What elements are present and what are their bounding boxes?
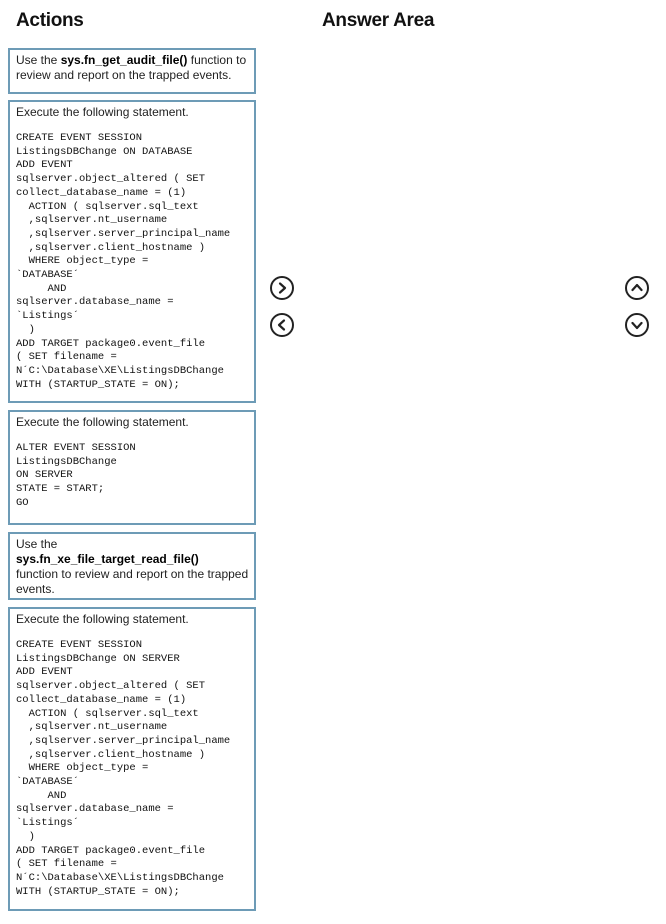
action-intro-text: Execute the following statement. bbox=[16, 415, 189, 429]
chevron-left-icon bbox=[275, 318, 289, 332]
code-block: CREATE EVENT SESSION ListingsDBChange ON DATABASE ADD EVENT sqlserver.object_altered ( SET collect_database_name = (1) ACTION ( sqlserver.sql_text ,sqlserver.nt_username ,sqlserver.server_principal_name ,sqlserver.client_hostname ) WHERE object_type = `DATABASE´ AND sqlserver.database_name = `Listings´ ) ADD TARGET package0.event_file ( SET filename = N´C:\Database\XE\ListingsDBChange WITH (STARTUP_STATE = ON); bbox=[16, 132, 231, 391]
action-intro-text: Use the bbox=[16, 53, 61, 67]
move-left-button[interactable] bbox=[270, 313, 294, 337]
answer-area-heading: Answer Area bbox=[322, 10, 435, 31]
chevron-right-icon bbox=[275, 281, 289, 295]
action-text bbox=[16, 53, 249, 83]
action-item-audit-file[interactable] bbox=[8, 48, 256, 94]
action-item-xe-read-file[interactable] bbox=[8, 532, 256, 600]
action-intro-text: function to review and report on the trapped events. bbox=[16, 53, 250, 82]
code-block: ALTER EVENT SESSION ListingsDBChange ON SERVER STATE = START; GO bbox=[16, 442, 136, 509]
action-text bbox=[16, 537, 249, 597]
move-up-button[interactable] bbox=[625, 276, 649, 300]
action-item-alter-session[interactable] bbox=[8, 410, 256, 525]
move-right-button[interactable] bbox=[270, 276, 294, 300]
move-down-button[interactable] bbox=[625, 313, 649, 337]
action-intro-text: function to review and report on the trapped events. bbox=[16, 567, 249, 596]
code-block: CREATE EVENT SESSION ListingsDBChange ON SERVER ADD EVENT sqlserver.object_altered ( SET collect_database_name = (1) ACTION ( sqlserver.sql_text ,sqlserver.nt_username ,sqlserver.server_principal_name ,sqlserver.client_hostname ) WHERE object_type = `DATABASE´ AND sqlserver.database_name = `Listings´ ) ADD TARGET package0.event_file ( SET filename = N´C:\Database\XE\ListingsDBChange WITH (STARTUP_STATE = ON); bbox=[16, 639, 231, 898]
function-name: sys.fn_get_audit_file() bbox=[60, 53, 188, 67]
chevron-down-icon bbox=[630, 318, 644, 332]
chevron-up-icon bbox=[630, 281, 644, 295]
function-name: sys.fn_xe_file_target_read_file() bbox=[16, 552, 199, 566]
action-item-create-session-server[interactable] bbox=[8, 607, 256, 911]
action-intro-text: Execute the following statement. bbox=[16, 105, 189, 119]
action-intro-text: Use the bbox=[16, 537, 58, 551]
action-item-create-session-database[interactable] bbox=[8, 100, 256, 403]
actions-heading: Actions bbox=[16, 10, 84, 31]
action-intro-text: Execute the following statement. bbox=[16, 612, 189, 626]
